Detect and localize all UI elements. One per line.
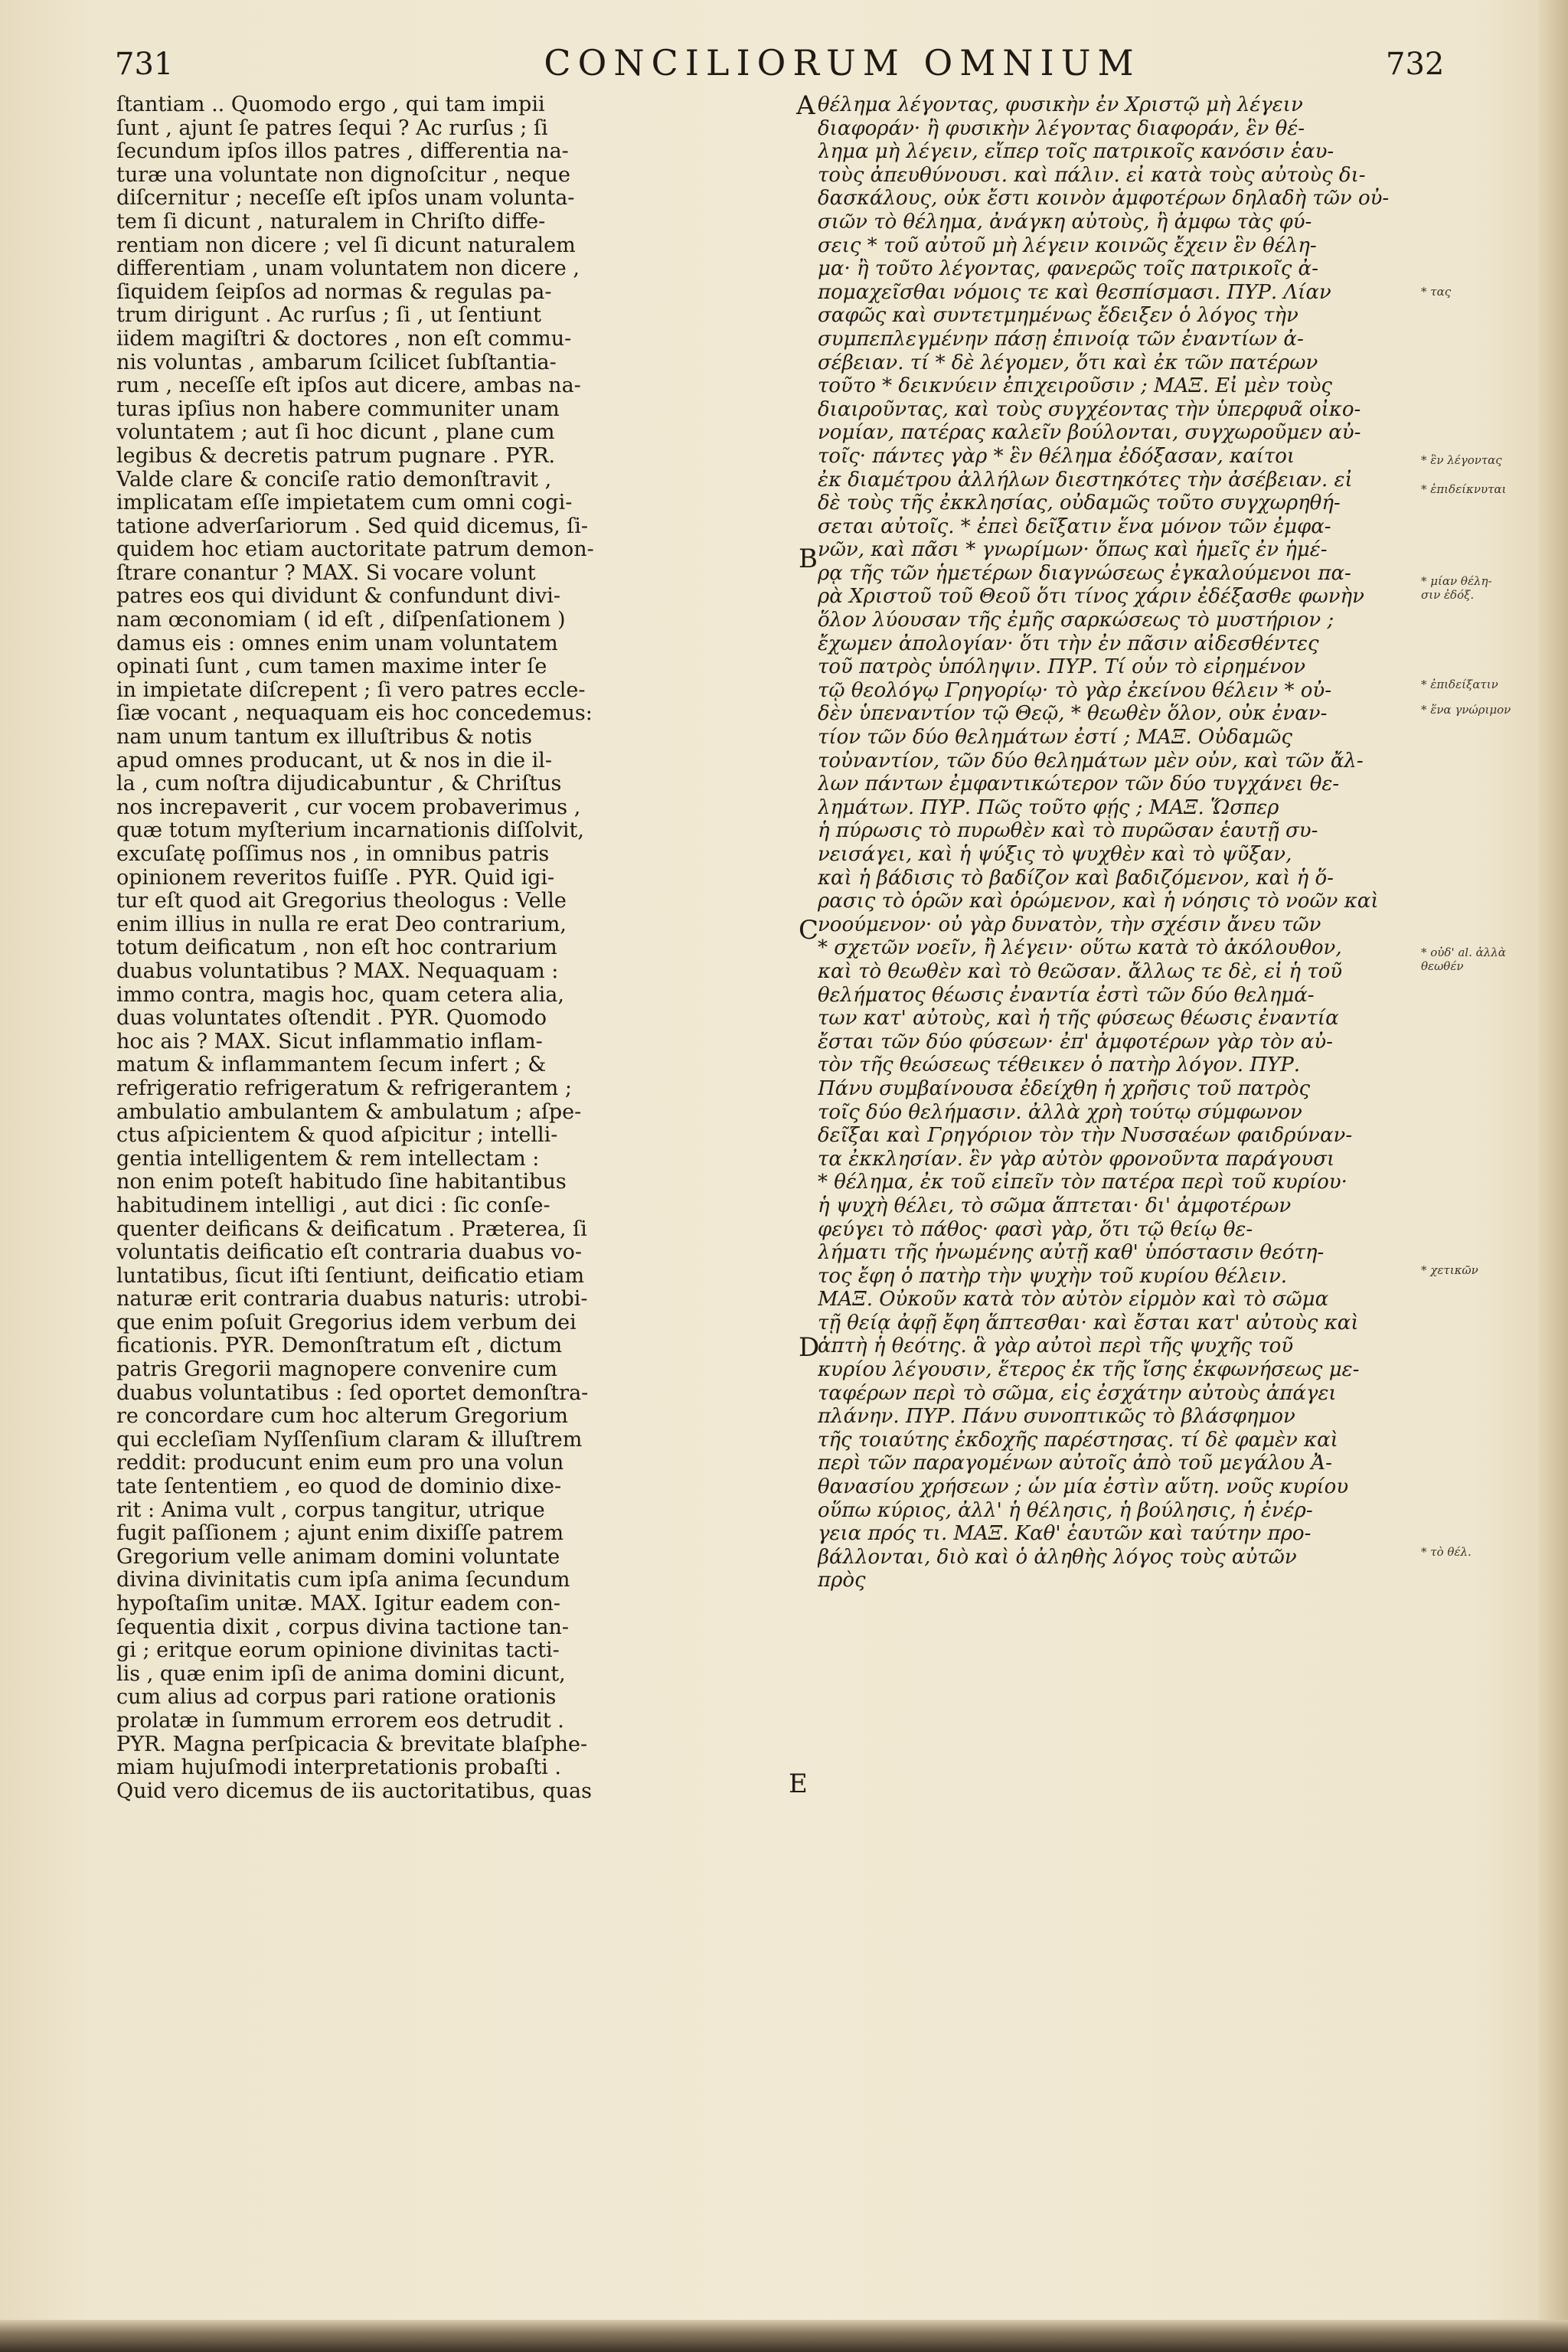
text-line: tem ſi dicunt , naturalem in Chriſto diffe- xyxy=(116,210,546,234)
text-line: καὶ ἡ βάδισις τὸ βαδίζον καὶ βαδιζόμενον, καὶ ἡ ὅ- xyxy=(818,866,1334,890)
text-line: βάλλονται, διὸ καὶ ὁ ἀληθὴς λόγος τοὺς αὐτῶν xyxy=(818,1545,1297,1569)
text-line: ſiquidem ſeipſos ad normas & regulas pa- xyxy=(116,280,552,304)
text-line: hypoſtaſim unitæ. MAX. Igitur eadem con- xyxy=(116,1592,560,1615)
text-line: iidem magiſtri & doctores , non eſt commu- xyxy=(116,327,572,351)
page-number-left: 731 xyxy=(115,47,174,82)
text-line: οὕπω κύριος, ἀλλ' ἡ θέλησις, ἡ βούλησις, ἡ ἐνέρ- xyxy=(818,1498,1313,1522)
text-line: νῶν, καὶ πᾶσι * γνωρίμων· ὅπως καὶ ἡμεῖς ἐν ἡμέ- xyxy=(818,538,1328,562)
running-title: CONCILIORUM OMNIUM xyxy=(544,42,1141,83)
text-line: fugit paſſionem ; ajunt enim dixiſſe patrem xyxy=(116,1522,564,1546)
section-mark-e: E xyxy=(789,1769,808,1799)
margin-note: * τας xyxy=(1421,285,1452,299)
page-bottom-edge xyxy=(0,2320,1568,2352)
text-line: ſunt , ajunt ſe patres ſequi ? Ac rurſus ; ſi xyxy=(116,116,548,140)
text-line: ſecundum ipſos illos patres , differentia na- xyxy=(116,140,569,164)
text-line: implicatam eſſe impietatem cum omni cogi- xyxy=(116,492,573,515)
text-line: reddit: producunt enim eum pro una volun xyxy=(116,1452,564,1475)
text-line: τίον τῶν δύο θελημάτων ἐστί ; ΜΑΞ. Οὐδαμῶς xyxy=(818,726,1292,750)
text-line: ambulatio ambulantem & ambulatum ; aſpe- xyxy=(116,1100,582,1124)
text-line: cum alius ad corpus pari ratione orationis xyxy=(116,1686,557,1710)
text-line: πομαχεῖσθαι νόμοις τε καὶ θεσπίσμασι. ΠΥΡ. Λίαν xyxy=(818,280,1331,304)
text-line: ἁπτὴ ἡ θεότης. ἃ γὰρ αὐτοὶ περὶ τῆς ψυχῆς τοῦ xyxy=(818,1334,1294,1358)
text-line: περὶ τῶν παραγομένων αὐτοῖς ἀπὸ τοῦ μεγάλου Ἀ- xyxy=(818,1452,1332,1475)
text-line: voluntatem ; aut ſi hoc dicunt , plane cum xyxy=(116,421,555,445)
text-line: νομίαν, πατέρας καλεῖν βούλονται, συγχωροῦμεν αὐ- xyxy=(818,421,1361,445)
text-line: excuſatę poſſimus nos , in omnibus patris xyxy=(116,843,550,866)
text-line: δασκάλους, οὐκ ἔστι κοινὸν ἀμφοτέρων δηλαδὴ τῶν οὐ- xyxy=(818,187,1390,211)
text-line: voluntatis deificatio eſt contraria duabus vo- xyxy=(116,1241,583,1265)
text-line: Gregorium velle animam domini voluntate xyxy=(116,1545,560,1569)
text-line: δὲ τοὺς τῆς ἐκκλησίας, οὐδαμῶς τοῦτο συγχωρηθή- xyxy=(818,492,1341,515)
text-line: la , cum noſtra dijudicabuntur , & Chriſtus xyxy=(116,773,562,796)
text-line: φεύγει τὸ πάθος· φασὶ γὰρ, ὅτι τῷ θείῳ θε- xyxy=(818,1217,1253,1241)
text-line: διαιροῦντας, καὶ τοὺς συγχέοντας τὴν ὑπερφυᾶ οἰκο- xyxy=(818,397,1361,421)
text-line: ρᾳ τῆς τῶν ἡμετέρων διαγνώσεως ἐγκαλούμενοι πα- xyxy=(818,561,1351,585)
text-line: tatione adverſariorum . Sed quid dicemus, ſi- xyxy=(116,514,588,538)
text-line: Πάνυ συμβαίνουσα ἐδείχθη ἡ χρῆσις τοῦ πατρὸς xyxy=(818,1076,1311,1100)
text-line: PYR. Magna perſpicacia & brevitate blaſphe- xyxy=(116,1733,588,1756)
text-line: σιῶν τὸ θέλημα, ἀνάγκη αὐτοὺς, ἢ ἀμφω τὰς φύ- xyxy=(818,210,1312,234)
section-mark-b: B xyxy=(799,544,818,574)
text-line: τὸν τῆς θεώσεως τέθεικεν ὁ πατὴρ λόγον. ΠΥΡ. xyxy=(818,1054,1300,1077)
text-line: * σχετῶν νοεῖν, ἢ λέγειν· οὕτω κατὰ τὸ ἀκόλουθον, xyxy=(818,936,1342,960)
text-line: τοῦτο * δεικνύειν ἐπιχειροῦσιν ; ΜΑΞ. Εἰ μὲν τοὺς xyxy=(818,374,1332,398)
text-line: enim illius in nulla re erat Deo contrarium, xyxy=(116,913,567,936)
text-line: rentiam non dicere ; vel ſi dicunt naturalem xyxy=(116,234,576,257)
text-line: patris Gregorii magnopere convenire cum xyxy=(116,1358,557,1382)
margin-note: * οὐδ' al. ἀλλὰ θεωθέν xyxy=(1421,946,1506,973)
text-line: ſiæ vocant , nequaquam eis hoc concedemus: xyxy=(116,702,593,726)
text-line: θέλημα λέγοντας, φυσικὴν ἐν Χριστῷ μὴ λέγειν xyxy=(818,93,1303,116)
text-line: duabus voluntatibus : ſed oportet demonſtra- xyxy=(116,1381,589,1405)
text-line: ficationis. PYR. Demonſtratum eſt , dictum xyxy=(116,1334,563,1358)
text-line: τοῦ πατρὸς ὑπόληψιν. ΠΥΡ. Τί οὖν τὸ εἰρημένον xyxy=(818,655,1306,679)
text-line: nam œconomiam ( id eſt , diſpenſationem ) xyxy=(116,609,566,632)
text-line: τῇ θείᾳ ἀφῇ ἔφη ἅπτεσθαι· καὶ ἔσται κατ' αὐτοὺς καὶ xyxy=(818,1311,1359,1334)
text-line: rum , neceſſe eſt ipſos aut dicere, ambas na- xyxy=(116,374,581,398)
text-line: patres eos qui dividunt & confundunt divi- xyxy=(116,585,560,609)
text-line: quidem hoc etiam auctoritate patrum demon- xyxy=(116,538,594,562)
text-line: miam hujuſmodi interpretationis probaſti . xyxy=(116,1756,561,1780)
text-line: opinati ſunt , cum tamen maxime inter ſe xyxy=(116,655,547,679)
text-line: ταφέρων περὶ τὸ σῶμα, εἰς ἐσχάτην αὐτοὺς ἀπάγει xyxy=(818,1381,1337,1405)
text-line: habitudinem intelligi , aut dici : ſic conſe- xyxy=(116,1194,550,1217)
text-line: ἔχωμεν ἀπολογίαν· ὅτι τὴν ἐν πᾶσιν αἰδεσθέντες xyxy=(818,632,1319,655)
text-line: ἔσται τῶν δύο φύσεων· ἐπ' ἀμφοτέρων γὰρ τὸν αὐ- xyxy=(818,1030,1333,1054)
text-line: λήματι τῆς ἡνωμένης αὐτῇ καθ' ὑπόστασιν θεότη- xyxy=(818,1241,1325,1265)
text-line: differentiam , unam voluntatem non dicere , xyxy=(116,257,580,281)
text-line: Quid vero dicemus de iis auctoritatibus, quas xyxy=(116,1779,593,1803)
text-line: σαφῶς καὶ συντετμημένως ἔδειξεν ὁ λόγος τὴν xyxy=(818,304,1298,328)
text-line: λων πάντων ἐμφαντικώτερον τῶν δύο τυγχάνει θε- xyxy=(818,773,1340,796)
running-header xyxy=(0,42,1568,88)
text-line: ἡ πύρωσις τὸ πυρωθὲν καὶ τὸ πυρῶσαν ἑαυτῇ συ- xyxy=(818,819,1318,843)
text-line: trum dirigunt . Ac rurſus ; ſi , ut ſentiunt xyxy=(116,304,542,328)
text-line: ΜΑΞ. Οὐκοῦν κατὰ τὸν αὐτὸν εἱρμὸν καὶ τὸ σῶμα xyxy=(818,1288,1329,1312)
text-line: turæ una voluntate non dignoſcitur , neque xyxy=(116,163,570,187)
text-line: θελήματος θέωσις ἐναντία ἐστὶ τῶν δύο θελημά- xyxy=(818,983,1315,1007)
text-line: τοὐναντίον, τῶν δύο θελημάτων μὲν οὖν, καὶ τῶν ἄλ- xyxy=(818,749,1364,773)
text-line: δὲν ὑπεναντίον τῷ Θεῷ, * θεωθὲν ὅλον, οὐκ ἐναν- xyxy=(818,702,1328,726)
text-line: non enim poteſt habitudo ſine habitantibus xyxy=(116,1171,567,1194)
text-line: refrigeratio refrigeratum & refrigerantem ; xyxy=(116,1076,572,1100)
text-line: διαφοράν· ἢ φυσικὴν λέγοντας διαφοράν, ἓν θέ- xyxy=(818,116,1305,140)
text-line: τοὺς ἀπευθύνουσι. καὶ πάλιν. εἰ κατὰ τοὺς αὐτοὺς δι- xyxy=(818,163,1366,187)
text-line: rit : Anima vult , corpus tangitur, utrique xyxy=(116,1498,545,1522)
text-line: lis , quæ enim ipſi de anima domini dicunt, xyxy=(116,1662,566,1686)
text-line: τος ἔφη ὁ πατὴρ τὴν ψυχὴν τοῦ κυρίου θέλειν. xyxy=(818,1264,1288,1288)
text-line: hoc ais ? MAX. Sicut inflammatio inflam- xyxy=(116,1030,543,1054)
page-edge xyxy=(1539,0,1568,2352)
text-line: συμπεπλεγμένην πάσῃ ἐπινοίᾳ τῶν ἐναντίων ἀ- xyxy=(818,327,1304,351)
text-line: κυρίου λέγουσιν, ἕτερος ἐκ τῆς ἴσης ἐκφωνήσεως με- xyxy=(818,1358,1360,1382)
text-line: re concordare cum hoc alterum Gregorium xyxy=(116,1405,568,1429)
text-line: σεται αὐτοῖς. * ἐπεὶ δεῖξατιν ἕνα μόνον τῶν ἐμφα- xyxy=(818,514,1331,538)
text-line: opinionem reveritos fuiſſe . PYR. Quid igi- xyxy=(116,866,555,890)
margin-note: * ἓν λέγοντας xyxy=(1421,453,1502,467)
text-line: γεια πρός τι. ΜΑΞ. Καθ' ἑαυτῶν καὶ ταύτην προ- xyxy=(818,1522,1312,1546)
latin-column xyxy=(116,93,805,1803)
margin-note: * ἐπιδείκνυται xyxy=(1421,482,1507,496)
text-line: ἡ ψυχὴ θέλει, τὸ σῶμα ἅπτεται· δι' ἀμφοτέρων xyxy=(818,1194,1292,1217)
text-line: ἐκ διαμέτρου ἀλλήλων διεστηκότες τὴν ἀσέβειαν. εἰ xyxy=(818,468,1353,492)
margin-note: * τὸ θέλ. xyxy=(1421,1545,1472,1559)
section-mark-a: A xyxy=(796,90,815,121)
text-line: qui eccleſiam Nyſſenſium claram & illuſtrem xyxy=(116,1428,583,1452)
text-line: duabus voluntatibus ? MAX. Nequaquam : xyxy=(116,959,559,983)
page-number-right: 732 xyxy=(1386,47,1445,82)
text-line: divina divinitatis cum ipſa anima ſecundum xyxy=(116,1569,570,1592)
text-line: ctus aſpicientem & quod aſpicitur ; intelli- xyxy=(116,1124,558,1148)
text-line: νεισάγει, καὶ ἡ ψύξις τὸ ψυχθὲν καὶ τὸ ψῦξαν, xyxy=(818,843,1292,866)
section-mark-c: C xyxy=(799,915,819,946)
text-line: tate ſententiem , eo quod de dominio dixe- xyxy=(116,1475,562,1499)
text-line: πρὸς xyxy=(818,1569,866,1592)
text-line: μα· ἢ τοῦτο λέγοντας, φανερῶς τοῖς πατρικοῖς ἀ- xyxy=(818,257,1318,281)
text-line: turas ipſius non habere communiter unam xyxy=(116,397,560,421)
text-line: que enim poſuit Gregorius idem verbum dei xyxy=(116,1311,577,1334)
text-line: duas voluntates oſtendit . PYR. Quomodo xyxy=(116,1007,547,1031)
margin-note: * ἕνα γνώριμον xyxy=(1421,703,1511,717)
text-line: matum & inflammantem ſecum infert ; & xyxy=(116,1054,547,1077)
text-line: τοῖς δύο θελήμασιν. ἀλλὰ χρὴ τούτῳ σύμφωνον xyxy=(818,1100,1302,1124)
text-line: immo contra, magis hoc, quam cetera alia, xyxy=(116,983,564,1007)
text-line: πλάνην. ΠΥΡ. Πάνυ συνοπτικῶς τὸ βλάσφημον xyxy=(818,1405,1295,1429)
text-line: nis voluntas , ambarum ſcilicet ſubſtantia- xyxy=(116,351,557,374)
text-line: apud omnes producant, ut & nos in die il- xyxy=(116,749,553,773)
text-line: των κατ' αὐτοὺς, καὶ ἡ τῆς φύσεως θέωσις ἐναντία xyxy=(818,1007,1339,1031)
text-line: ρὰ Χριστοῦ τοῦ Θεοῦ ὅτι τίνος χάριν ἐδέξασθε φωνὴν xyxy=(818,585,1364,609)
text-line: nos increpaverit , cur vocem probaverimus , xyxy=(116,795,581,819)
text-line: τοῖς· πάντες γὰρ * ἓν θέλημα ἐδόξασαν, καίτοι xyxy=(818,444,1295,468)
text-line: τα ἐκκλησίαν. ἓν γὰρ αὐτὸν φρονοῦντα παράγουσι xyxy=(818,1147,1335,1171)
text-line: gentia intelligentem & rem intellectam : xyxy=(116,1147,540,1171)
text-line: ſtrare conantur ? MAX. Si vocare volunt xyxy=(116,561,536,585)
text-line: legibus & decretis patrum pugnare . PYR. xyxy=(116,444,556,468)
text-line: λημα μὴ λέγειν, εἴπερ τοῖς πατρικοῖς κανόσιν ἑαυ- xyxy=(818,140,1334,164)
text-line: in impietate diſcrepent ; ſi vero patres eccle- xyxy=(116,678,586,702)
text-line: σεις * τοῦ αὐτοῦ μὴ λέγειν κοινῶς ἔχειν ἓν θέλη- xyxy=(818,234,1317,257)
text-line: θανασίου χρήσεων ; ὧν μία ἐστὶν αὕτη. νοῦς κυρίου xyxy=(818,1475,1349,1499)
margin-note: * μίαν θέλη- σιν ἐδόξ. xyxy=(1421,574,1492,602)
text-line: gi ; eritque eorum opinione divinitas tacti- xyxy=(116,1639,560,1663)
margin-note: * ἐπιδείξατιν xyxy=(1421,678,1498,691)
margin-note: * χετικῶν xyxy=(1421,1263,1478,1277)
text-line: damus eis : omnes enim unam voluntatem xyxy=(116,632,558,655)
text-line: καὶ τὸ θεωθὲν καὶ τὸ θεῶσαν. ἄλλως τε δὲ, εἰ ἡ τοῦ xyxy=(818,959,1343,983)
text-line: tur eſt quod ait Gregorius theologus : Velle xyxy=(116,890,567,913)
text-line: * θέλημα, ἐκ τοῦ εἰπεῖν τὸν πατέρα περὶ τοῦ κυρίου· xyxy=(818,1171,1348,1194)
text-line: ſequentia dixit , corpus divina tactione tan- xyxy=(116,1615,570,1639)
text-line: Valde clare & conciſe ratio demonſtravit , xyxy=(116,468,552,492)
text-line: totum deificatum , non eſt hoc contrarium xyxy=(116,936,557,960)
text-line: prolatæ in ſummum errorem eos detrudit . xyxy=(116,1709,564,1733)
text-line: nam unum tantum ex illuſtribus & notis xyxy=(116,726,532,750)
text-line: σέβειαν. τί * δὲ λέγομεν, ὅτι καὶ ἐκ τῶν πατέρων xyxy=(818,351,1318,374)
text-line: τῆς τοιαύτης ἐκδοχῆς παρέστησας. τί δὲ φαμὲν καὶ xyxy=(818,1428,1338,1452)
text-line: δεῖξαι καὶ Γρηγόριον τὸν τὴν Νυσσαέων φαιδρύναν- xyxy=(818,1124,1353,1148)
text-line: naturæ erit contraria duabus naturis: utrobi- xyxy=(116,1288,588,1312)
text-line: ὅλον λύουσαν τῆς ἐμῆς σαρκώσεως τὸ μυστήριον ; xyxy=(818,609,1334,632)
section-mark-d: D xyxy=(799,1332,820,1363)
text-line: diſcernitur ; neceſſe eſt ipſos unam volunta- xyxy=(116,187,575,211)
text-line: ſtantiam .. Quomodo ergo , qui tam impii xyxy=(116,93,545,116)
text-line: quæ totum myſterium incarnationis diſſolvit, xyxy=(116,819,584,843)
text-line: ρασις τὸ ὁρῶν καὶ ὁρώμενον, καὶ ἡ νόησις τὸ νοῶν καὶ xyxy=(818,890,1379,913)
greek-column xyxy=(818,93,1413,1592)
text-line: τῷ θεολόγῳ Γρηγορίῳ· τὸ γὰρ ἐκείνου θέλειν * οὐ- xyxy=(818,678,1331,702)
text-line: νοούμενον· οὐ γὰρ δυνατὸν, τὴν σχέσιν ἄνευ τῶν xyxy=(818,913,1321,936)
text-line: λημάτων. ΠΥΡ. Πῶς τοῦτο φῄς ; ΜΑΞ. Ὥσπερ xyxy=(818,795,1279,819)
text-line: quenter deificans & deificatum . Præterea, ſi xyxy=(116,1217,587,1241)
text-line: luntatibus, ſicut iſti ſentiunt, deificatio etiam xyxy=(116,1264,585,1288)
